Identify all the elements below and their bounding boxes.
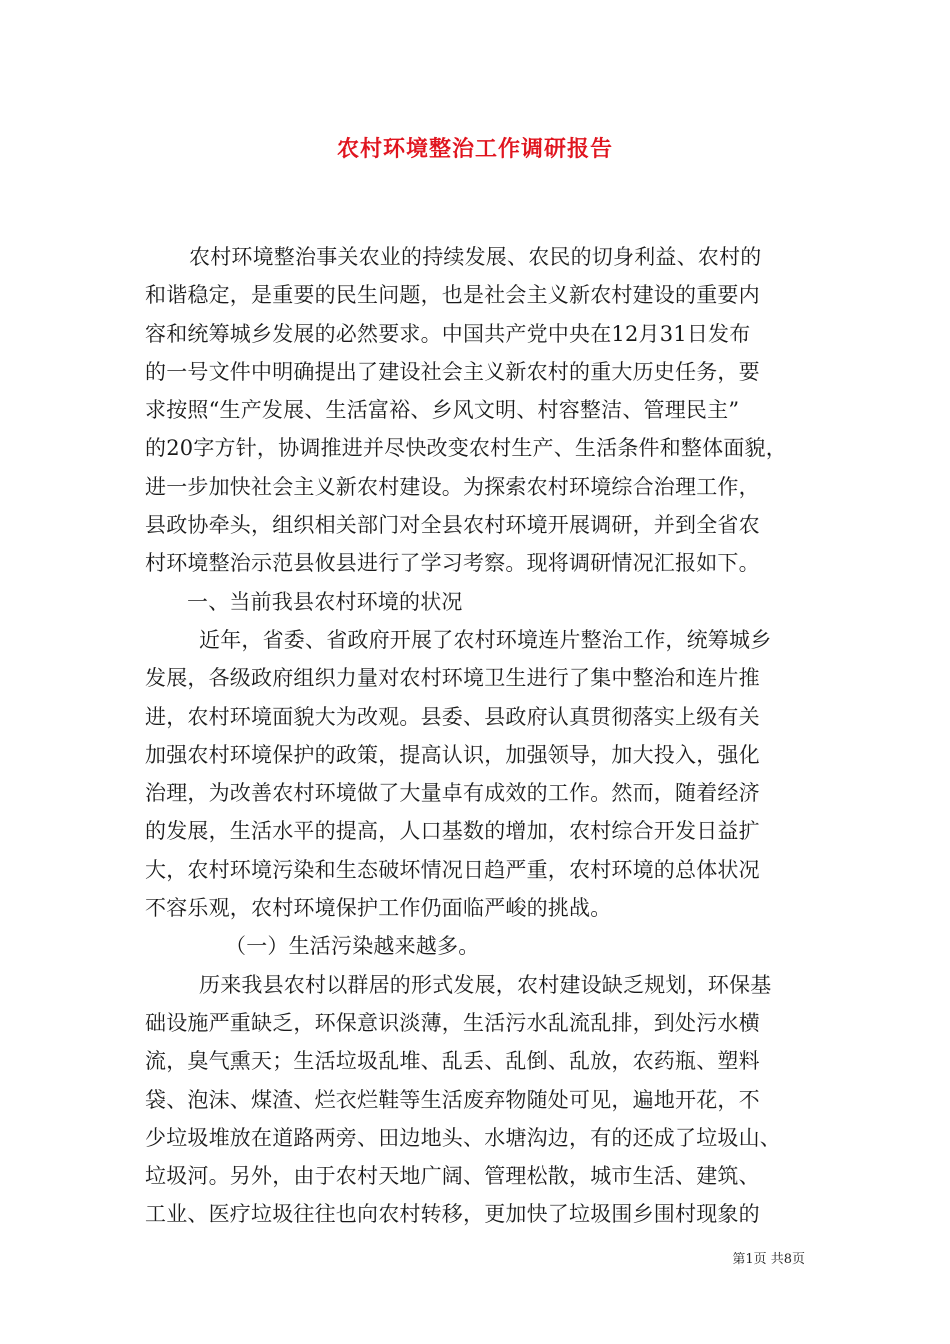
body-line: 治理，为改善农村环境做了大量卓有成效的工作。然而，随着经济	[145, 781, 760, 806]
body-line: 进一步加快社会主义新农村建设。为探索农村环境综合治理工作，	[145, 474, 760, 499]
page-number: 第1页 共8页	[732, 1252, 805, 1267]
body-line: 不容乐观，农村环境保护工作仍面临严峻的挑战。	[145, 896, 612, 921]
body-line: 近年，省委、省政府开展了农村环境连片整治工作，统筹城乡	[199, 627, 772, 652]
body-line: 工业、医疗垃圾往往也向农村转移，更加快了垃圾围乡围村现象的	[145, 1202, 760, 1227]
body-line: 流，臭气熏天；生活垃圾乱堆、乱丢、乱倒、乱放，农药瓶、塑料	[145, 1049, 760, 1074]
subsection-heading: （一）生活污染越来越多。	[225, 934, 480, 959]
body-line: 大，农村环境污染和生态破坏情况日趋严重，农村环境的总体状况	[145, 857, 760, 882]
body-line: 村环境整治示范县攸县进行了学习考察。现将调研情况汇报如下。	[145, 551, 760, 576]
document-title: 农村环境整治工作调研报告	[336, 136, 613, 162]
body-line: 进，农村环境面貌大为改观。县委、县政府认真贯彻落实上级有关	[145, 704, 760, 729]
body-line: 县政协牵头，组织相关部门对全县农村环境开展调研，并到全省农	[145, 513, 760, 538]
body-line: 础设施严重缺乏，环保意识淡薄，生活污水乱流乱排，到处污水横	[145, 1010, 760, 1035]
body-line: 的20字方针，协调推进并尽快改变农村生产、生活条件和整体面貌，	[145, 436, 787, 461]
body-line: 和谐稳定，是重要的民生问题，也是社会主义新农村建设的重要内	[145, 283, 760, 308]
section-heading: 一、当前我县农村环境的状况	[187, 589, 463, 614]
body-line: 垃圾河。另外，由于农村天地广阔、管理松散，城市生活、建筑、	[145, 1164, 760, 1189]
body-line: 加强农村环境保护的政策，提高认识，加强领导，加大投入，强化	[145, 742, 760, 767]
document-body	[145, 238, 810, 1234]
body-line: 容和统筹城乡发展的必然要求。中国共产党中央在12月31日发布	[145, 321, 751, 346]
body-line: 求按照“生产发展、生活富裕、乡风文明、村容整洁、管理民主”	[145, 398, 740, 423]
body-line: 袋、泡沫、煤渣、烂衣烂鞋等生活废弃物随处可见，遍地开花，不	[145, 1087, 760, 1112]
body-line: 的发展，生活水平的提高，人口基数的增加，农村综合开发日益扩	[145, 819, 760, 844]
body-line: 发展，各级政府组织力量对农村环境卫生进行了集中整治和连片推	[145, 666, 760, 691]
body-line: 少垃圾堆放在道路两旁、田边地头、水塘沟边，有的还成了垃圾山、	[145, 1125, 781, 1150]
body-line: 历来我县农村以群居的形式发展，农村建设缺乏规划，环保基	[199, 972, 772, 997]
body-line: 农村环境整治事关农业的持续发展、农民的切身利益、农村的	[189, 245, 762, 269]
body-line: 的一号文件中明确提出了建设社会主义新农村的重大历史任务，要	[145, 359, 760, 384]
